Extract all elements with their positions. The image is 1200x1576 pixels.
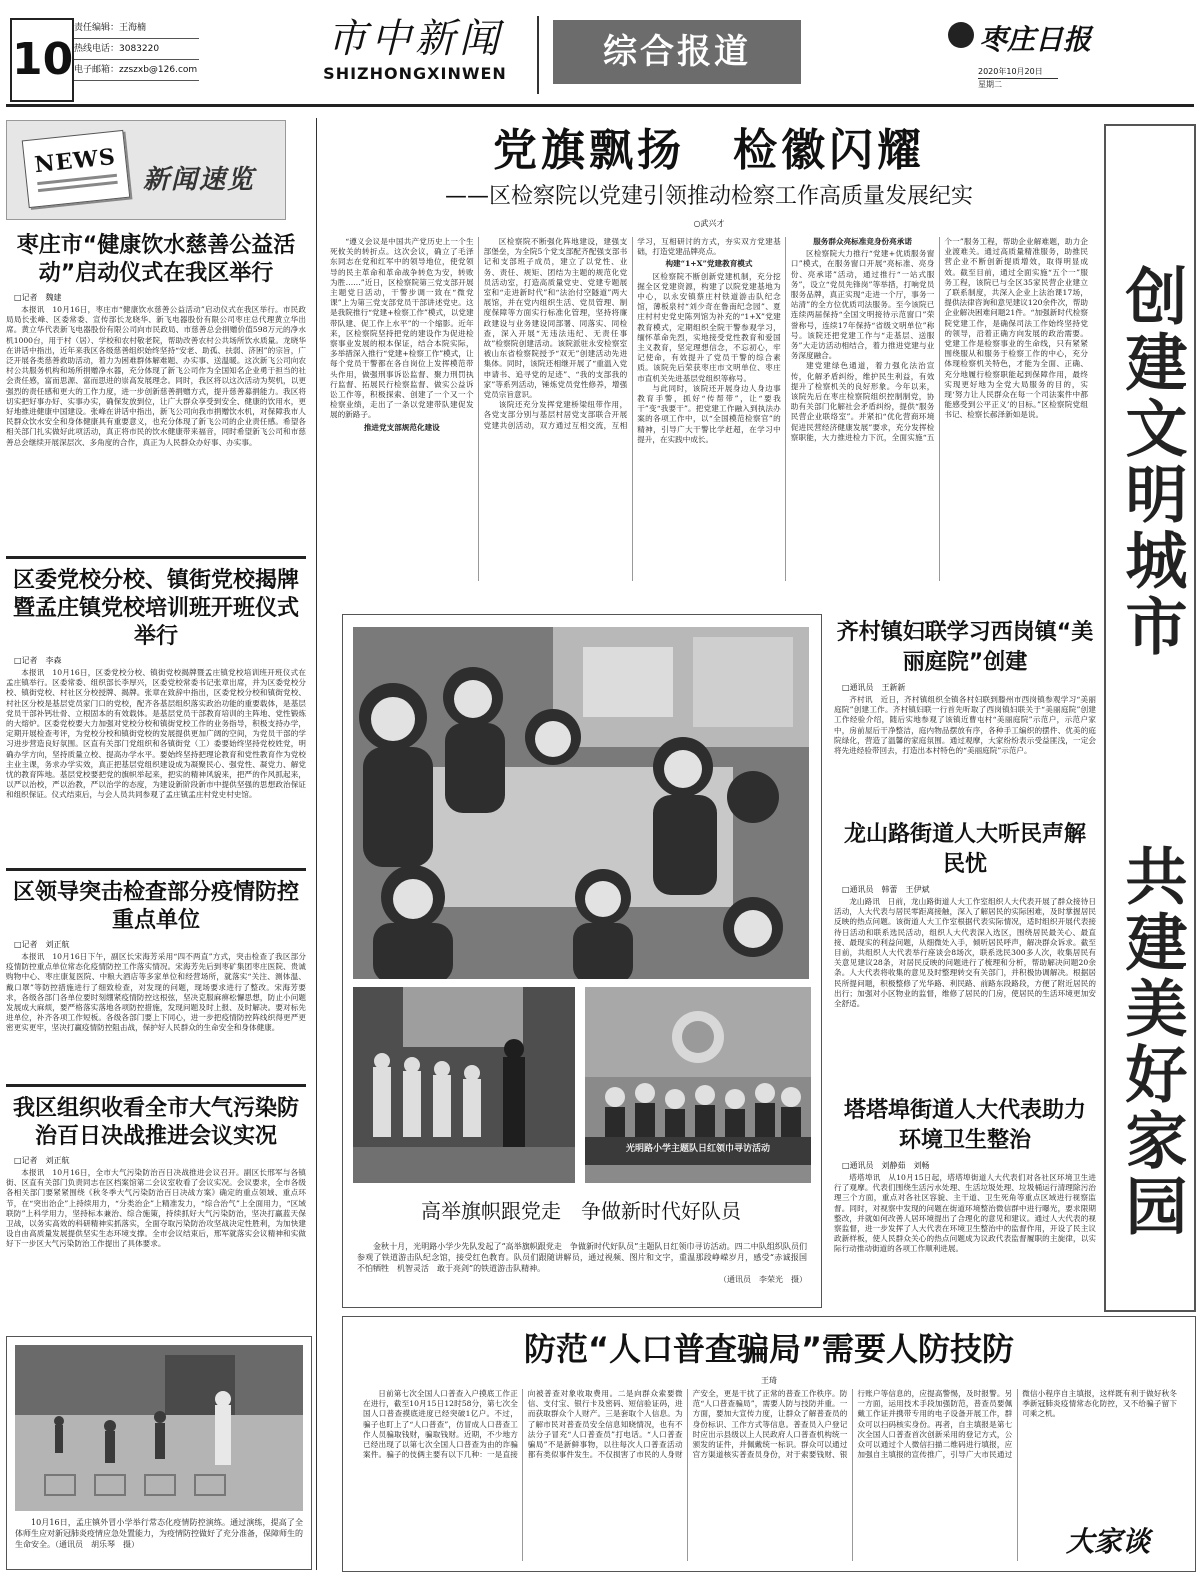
photo-feature-credit: （通讯员 李荣光 摄） xyxy=(719,1275,807,1284)
hotline-label: 热线电话：3083220 xyxy=(74,39,199,60)
banner-text: 光明路小学主题队日红领巾寻访活动 xyxy=(625,1144,770,1154)
email-label: 电子邮箱：zzszxb@126.com xyxy=(74,60,199,81)
bottom-feature-author: 王琦 xyxy=(761,1376,777,1385)
column-label: 大家谈 xyxy=(1043,1521,1173,1563)
right-article-3 xyxy=(834,1090,1096,1255)
feature-article xyxy=(330,120,1088,581)
main-photo xyxy=(353,627,809,979)
slogan-line-1: 创建文明城市 xyxy=(1115,264,1188,660)
left-article-1 xyxy=(6,232,306,448)
article-body: 塔塔埠讯 从10月15日起，塔塔埠街道人大代表们对各社区环境卫生进行了观摩。代表们围绕生活污水处理、生活垃圾处理、垃圾桶运行清理除污治理三个方面，重点对各社区容貌、主干道、卫生死角等重点区域进行视察监督。同时，对视察中发现的问题在街道环境整治微信群中进行曝光，要求限期整改，并就如何改善人居环境提出了合理化的意见和建议。通过人大代表的视察监督，进一步发挥了人大代表在环境卫生整治中的监督作用，开设了民主议政新样板，使人民群众关心的热点问题成为议政代表监督履职的主旋律，以实际行动推动街道的各项工作顺利进展。 xyxy=(834,1173,1096,1254)
bottom-feature-title: 防范“人口普查骗局”需要人防技防 xyxy=(523,1330,1015,1368)
paper-name: 枣庄日报 xyxy=(979,23,1092,56)
feature-paragraph: “遵义会议是中国共产党历史上一个生死攸关的转折点。这次会议，确立了毛泽东同志在党和红军中的领导地位，使党领导的民主革命和革命战争转危为安，转败为胜……”近日，区检察院第三党支部开展主题党日活动，干警步调一致在“微党课”上为第三党支部党员干部讲述党史。这是我院推行“党建+检察工作”模式，以党建带队建、促工作上水平”的一个缩影。近年来，区检察院坚持把党的建设作为促进检察事业发展的根本保证，结合本院实际，多举措深入推行“党建+检察工作”模式，让每个党员干警都在各自岗位上发挥模范带头作用，做强刑事诉讼监督、聚力刑罚执行监督、拓展民行检察监督、做实公益诉讼工作等，积极探索、创建了一个又一个检察业绩，走出了一条以党建带队建促发展的新路子。 xyxy=(330,237,474,420)
section-name: 综合报道 xyxy=(553,20,801,84)
feature-paragraph: 该院还充分发挥党建桥梁纽带作用，各党支部分别与基层村居党支部联合开展党建共创活动，双方通过互相交流，互相学习，互相研讨的方式，夯实双方党建基础，打造党建品牌亮点。 xyxy=(483,237,781,430)
article-title: 区委党校分校、镇街党校揭牌暨孟庄镇党校培训班开班仪式举行 xyxy=(12,568,299,649)
article-byline: □通讯员 刘静茹 刘畅 xyxy=(842,1161,930,1170)
photo-feature-title: 高举旗帜跟党走 争做新时代好队员 xyxy=(421,1199,741,1223)
paper-logo-icon xyxy=(948,22,974,48)
article-byline: □记者 刘正航 xyxy=(14,1156,70,1165)
feature-subtitle: ——区检察院以党建引领推动检察工作高质量发展纪实 xyxy=(444,184,973,209)
feature-paragraph: 建党建绿色通道，着力强化法治宣传，化解矛盾纠纷，维护民生利益，有效提升了检察机关的良好形象。今年以来，该院先后在枣庄检察院组织控制制党，协助有关部门化解社会矛盾纠纷，提供“服务民营企业联络室”。并紧扣“优化营商环境促进民营经济健康发展”要求，充分发挥检察职能，大力推进检力下沉，全面实施“五个一”服务工程，帮助企业解难题，助力企业渡难关。通过高质量精准服务，助推民营企业不断创新提质增效，取得明显成效。截至目前，通过全面实施“五个一”服务工程，该院已与全区35家民营企业建立了联系制度，共深入企业上法治课17场，提供法律咨询和意见建议120余件次，帮助企业解决困难问题21件。“加强新时代检察院党建工作，是确保司法工作始终坚持党的领导，沿着正确方向发展的政治需要。党建工作是检察事业的生命线，只有紧紧围绕服从和服务于检察工作的中心，充分体现检察机关特色，才能为全面、正确、充分地履行检察职能起到保障作用，最终实现更好地为全党大局服务的目的，实现‘努力让人民群众在每一个司法案件中都能感受到公平正义’的目标。”区检察院党组书记、检察长郝泽新如是说。 xyxy=(790,237,1088,442)
article-body: 本报讯 10月16日，区委党校分校、镇街党校揭牌暨孟庄镇党校培训班开班仪式在孟庄镇举行。区委常委、组织部长李厚兴，区委党校常委书记张章出席，并为区委党校分校、镇街党校、村社区分校授牌、揭牌。张章在致辞中指出，区委党校分校和镇街党校、村社区分校是基层党员家门口的党校，配齐各基层组织落实政治功能的重要载体，是基层党员干部补钙壮骨、立根固本的有效载体。是基层党员干部教育培训的主阵地、党性锻炼的大熔炉。区委党校要大力加强对党校分校和镇街党校工作的业务指导，积极支持办学，定期开展检查考评，为党校分校和镇街党校的发展提供更加广阔的空间，为党员干部的学习进步营造良好氛围。区直有关部门党组织和各镇街党（工）委要始终坚持党校姓党，明确办学方向，坚持质量立校、提高办学水平。要始终坚持把理论教育和党性教育作为党校主业主课，务求办学实效，真正把基层党组织建设成为凝聚民心、强党性、凝党力、解党忧的教育阵地。基层党校要把党的旗帜举起来，把实的精神风貌来，把严的作风抓起来，以严以治校，严以治教，严以治学的态度，为建设新阶段新市中提供坚强的思想政治保证和组织保证。仪式结束后，与会人员共同参观了孟庄镇孟庄村党史村史馆。 xyxy=(6,668,306,800)
right-article-1 xyxy=(834,618,1096,756)
photo-feature-caption: 金秋十月，光明路小学少先队发起了“高举旗帜跟党走 争做新时代好队员”主题队日红领巾寻访活动。四二中队组织队员们参观了铁道游击队纪念馆，接受红色教育。队员们跟随讲解员，通过视频、图片和文字，重温那段峥嵘岁月，感受“赤诚报国 不怕牺牲 机智灵活 敢于亮剑”的铁道游击队精神。 xyxy=(357,1242,815,1273)
section-logo-pinyin: SHIZHONGXINWEN xyxy=(323,64,507,83)
article-title: 枣庄市“健康饮水慈善公益活动”启动仪式在我区举行 xyxy=(16,233,296,286)
photo-credit: （通讯员 胡乐琴 摄） xyxy=(55,1540,139,1549)
feature-body xyxy=(330,237,1088,581)
article-byline: □记者 刘正航 xyxy=(14,940,70,949)
slogan-box xyxy=(1104,124,1196,1312)
news-en: NEWS xyxy=(33,143,118,179)
article-body: 本报讯 10月16日，枣庄市“健康饮水慈善公益活动”启动仪式在我区举行。市民政局局长张峰、区委常委、宣传部长龙晓华、新飞电器股份有限公司枣庄总代理黄立华出席。黄立华代表新飞电器股份有限公司向市民政局、市慈善总会捐赠价值598万元的净水机1000台，用于村（居）、学校和农村敬老院，帮助改善农村公共场所饮水质量。龙晓华在讲话中指出，近年来我区各级慈善组织始终坚持“安老、助孤、扶弱、济困”的宗旨，广泛开展各类慈善救助活动，着力为困难群体解难题、办实事、送温暖。这次新飞公司向农村公共服务机构和场所捐赠净水器，充分体现了新飞公司作为全国知名企业勇于担当的社会责任感，富而思源、富而思进的崇高发展理念。同时，我区将以这次活动为契机，以更强烈的责任感和更大的工作力度，进一步创新慈善捐赠方式，提升慈善募捐能力。我区将切实把好事办好、实事办实，确保发放到位，让广大群众享受到安全、健康的饮用水，更好地推进健康中国建设。张峰在讲话中指出，新飞公司向我市捐赠饮水机，对保障我市人民群众饮水安全和身体健康具有重要意义，也充分体现了新飞公司的企业责任感。希望各相关部门扎实做好此项活动，真正将市民的饮水健康带来福音，同时希望新飞公司和市慈善总会继续开展深层次、多角度的合作，真正为人民群众办好事、办实事。 xyxy=(6,305,306,447)
bottom-feature-box xyxy=(342,1316,1196,1572)
section-logo xyxy=(300,14,530,94)
article-body: 齐村讯 近日，齐村镇组织全镇各村妇联到滕州市西岗镇参观学习“美丽庭院”创建工作。齐村镇妇联一行首先听取了西岗镇妇联关于“美丽庭院”创建工作经验介绍，随后实地参观了该镇近曹屯村“美丽庭院”示范户，示范户家中，房前屋后干净整洁，庭内物品摆放有序，各种手工编织的摆件、优美的庭院绿化，营造了温馨的家庭氛围。通过观摩，大家纷纷表示受益匪浅，一定会将先进经验带回去，打造出本村特色的“美丽庭院”示范户。 xyxy=(834,695,1096,756)
date-label: 2020年10月20日 xyxy=(978,66,1058,79)
feature-author: ○武兴才 xyxy=(693,219,725,228)
issue-date xyxy=(978,66,1058,91)
feature-paragraph: 区检察院大力推行“党建+优质服务窗口”模式，在服务窗口开展“亮标准、亮身份、亮承诺”活动，通过推行“一站式服务”，设立“党员先锋岗”等举措，打响党员服务品牌，真正实现“走进一个厅，事务一站清”的全方位优质司法服务。至今该院已连续两届保持“全国文明接待示范窗口”荣誉称号，连续17年保持“省级文明单位”称号。该院还把党建工作与“走基层、送服务”大走访活动相结合，着力推进党建与业务深度融合。 xyxy=(790,249,935,361)
article-body: 龙山路讯 日前，龙山路街道人大工作室组织人大代表开展了群众接待日活动，人大代表与居民零距离接触，深入了解居民的实际困难，及时掌握居民反映的热点问题。该街道人大工作室根据代表实际情况，适时组织开展代表接待日活动和联系选民活动，组织人大代表深入选区，围绕居民最关心、最直接、最现实的利益问题，从细微处入手，倾听居民呼声，解决群众诉求。截至目前，共组织人大代表举行座谈会8场次，联系选民300多人次，收集居民有关意见建议28条，对居民反映的问题进行了梳理和分析，帮助解决问题20余条。人大代表将收集的意见及时整理转交有关部门，并积极协调解决。根据居民所提问题，积极整修了光华路、利民路、前路东段路段，方便了附近居民的出行；加强对小区物业的监督，维修了居民的门房，使居民的生活环境更加安全舒适。 xyxy=(834,897,1096,1009)
feature-paragraph: 区检察院不断强化阵地建设，建强支部堡垒，为全院5个党支部配齐配强支部书记和支部班子成员，建立了以党性、业务、责任、规矩、团结为主题的规范化党员活动室，打造高质量党史、党建专题展室和“走进新时代”和“法治付空隧道”两大展馆，并在党内组织生活、党员管理、制度保障等方面实行标准化管理，坚持将廉政建设与业务建设同部署、同落实、同检查，深入开展“无违法违纪、无责任事故”检察院创建活动。该院派驻永安检察室被山东省检察院授予“双无”创建活动先进集体。同时，该院还相继开展了“重温入党申请书、追寻党的足迹”、“我的支部我的家”等系列活动，锤炼党员党性修养，增强党员宗旨意识。 xyxy=(483,237,628,400)
article-title: 龙山路街道人大听民声解民忧 xyxy=(843,822,1086,877)
article-byline: □记者 李森 xyxy=(14,656,62,665)
feature-subheading: 服务群众亮标准竞身份亮承诺 xyxy=(813,237,912,246)
news-paper-icon xyxy=(22,130,131,208)
photo-caption: 10月16日，孟庄镇外冒小学举行常态化疫情防控演练。通过演练，提高了全体师生应对新冠肺炎疫情应急处置能力，为疫情防控做好了充分准备，保障师生的生命安全。 xyxy=(15,1518,303,1549)
left-article-4 xyxy=(6,1084,306,1250)
editor-info xyxy=(74,18,199,81)
column-divider xyxy=(316,118,317,1570)
article-title: 齐村镇妇联学习西岗镇“美丽庭院”创建 xyxy=(836,620,1094,675)
slogan-line-2: 共建美好家园 xyxy=(1115,844,1188,1240)
article-byline: □记者 魏建 xyxy=(14,293,62,302)
editor-label: 责任编辑：王海楠 xyxy=(74,18,199,39)
feature-paragraph: 区检察院不断创新党建机制，充分挖掘全区党建资源，构建了以院党建基地为中心，以永安镇蔡庄村铁道游击队纪念馆，薄板泉村“刘少奇在鲁南纪念园”、夏庄村村史党史陈列馆为补充的“1+X”党建教育模式，定期组织全院干警参观学习，缅怀革命先烈，实地接受党性教育和爱国主义教育，坚定理想信念，不忘初心，牢记使命，有效提升了党员干警的综合素质。该院先后荣获枣庄市文明单位、枣庄市直机关先进基层党组织等称号。 xyxy=(637,271,781,383)
feature-paragraph: 与此同时，该院还开展身边人身边事教育手警，抓好“传帮带”，让“要我干”变“我要干”。把党建工作融入到执法办案的各项工作中，以“全国模范检察官”的精神，引导广大干警比学赶超，在学习中提升，在实践中成长。 xyxy=(637,383,781,444)
article-body: 本报讯 10月16日，全市大气污染防治百日决战推进会议召开。副区长邢军与各镇街、区直有关部门负责同志在区档案馆第二会议室收看了会议实况。会议要求，全市各级各相关部门要紧紧围绕《秋冬季大气污染防治百日决战方案》确定的重点领域、重点环节，在“突出治企”上持续用力，“分类治企”上精准发力，“综合治气”上全面用力，“区域联防”上科学用力，坚持标本兼治、综合施策，持续抓好大气污染防治，坚决打赢蓝天保卫战，以务实高效的科研精神实抓落实，全面夺取污染防治攻坚战决定性胜利，为加快建设自由高质量发展提供坚实生态环境支撑。全市会议结束后，邢军就落实会议精神和实做好下一步区大气污染防治工作提出了具体要求。 xyxy=(6,1168,306,1249)
bottom-feature-paragraph: 日前第七次全国人口普查入户摸底工作正在进行，截至10月15日12时58分，第七次全国人口普查摸底进度已经突破1亿户。不过，骗子也盯上了“人口普查”，仿冒成人口普查工作人员骗取钱财，骗取钱财。近期，不少地方已经出现了以第七次全国人口普查为由的诈骗案件。骗子的伎俩主要有以下几种：一是直接向被普查对象收取费用。二是向群众索要微信、支付宝、银行卡及密码、短信验证码，进而获取群众个人财产。三是套取个人信息。为了解市民对普查员安全信息知晓情况，也有不法分子冒充“人口普查员”打电话。“人口普查骗局”不是新鲜事物，以往每次人口普查活动都有类似事件发生。不仅损害了市民的人身财产安全，更是干扰了正常的普查工作秩序。防范“人口普查骗局”，需要人防与技防并重。一方面，要加大宣传力度，让群众了解普查员的身份标识、工作方式等信息。普查员入户登记时应出示县级以上人民政府人口普查机构统一颁发的证件，并佩戴统一标识。群众可以通过官方渠道核实普查员身份，对于索要钱财、银行账户等信息的，应提高警惕，及时报警。另一方面，运用技术手段加强防范，普查员要佩戴工作证并携带专用的电子设备开展工作，群众可以扫码核实身份。再者，自主填报是第七次全国人口普查首次创新采用的登记方式，公众可以通过个人微信扫描二维码进行填报，应加强自主填报的宣传推广，引导广大市民通过微信小程序自主填报，这样既有利于做好秋冬季新冠肺炎疫情常态化防控，又不给骗子留下可乘之机。 xyxy=(363,1389,1177,1460)
photo-right xyxy=(585,987,811,1183)
left-article-3 xyxy=(6,868,306,1034)
bottom-left-photo-box xyxy=(6,1336,312,1570)
article-body: 本报讯 10月16日下午，副区长宋海芳采用“四不两直”方式，突击检查了我区部分疫情防控重点单位常态化疫情防控工作落实情况。宋海芳先后到枣矿集团枣庄医院、贵诚购物中心、枣庄康复医院、中粮大酒店等多家单位和经营场所，就落实“关注、测体温、戴口罩”等防控措施进行了细致检查，对发现的问题，现场要求进行了整改。宋海芳要求，各级各部门各单位要时刻绷紧疫情防控这根弦，坚决克服麻痹松懈思想，防止小问题发展成大麻烦，要严格落实落地各项防控措施，发现问题及时上报、及时解决。要对标先进单位，补齐各项工作短板。各级各部门要上下同心，进一步把疫情防控阵线织得更严更密更实更牢，坚决打赢疫情防控阻击战，保护好人民群众的生命安全和身体健康。 xyxy=(6,952,306,1033)
paper-logo xyxy=(948,18,1098,58)
feature-title: 党旗飘扬 检徽闪耀 xyxy=(493,125,925,176)
left-article-2 xyxy=(6,556,306,801)
feature-subheading: 构建“1+X”党建教育模式 xyxy=(665,259,753,269)
section-logo-cn: 市中新闻 xyxy=(327,16,503,62)
weekday-label: 星期二 xyxy=(978,80,1002,89)
masthead-rule xyxy=(6,104,1194,107)
article-byline: □通讯员 王新新 xyxy=(842,683,906,692)
right-article-2 xyxy=(834,812,1096,1009)
article-byline: □通讯员 韩蕾 王伊斌 xyxy=(842,885,930,894)
page-number: 10 xyxy=(10,18,74,102)
photo-feature-box xyxy=(342,614,822,1308)
masthead-divider xyxy=(537,16,539,94)
news-cn: 新闻速览 xyxy=(143,165,256,195)
masthead xyxy=(0,0,1200,110)
photo-left xyxy=(353,987,575,1183)
feature-subheading: 推进党支部规范化建设 xyxy=(363,422,440,432)
article-title: 塔塔埠街道人大代表助力环境卫生整治 xyxy=(843,1098,1086,1153)
article-title: 区领导突击检查部分疫情防控重点单位 xyxy=(12,880,299,933)
article-title: 我区组织收看全市大气污染防治百日决战推进会议实况 xyxy=(12,1096,299,1149)
drill-photo xyxy=(15,1345,303,1511)
news-box xyxy=(6,120,286,220)
